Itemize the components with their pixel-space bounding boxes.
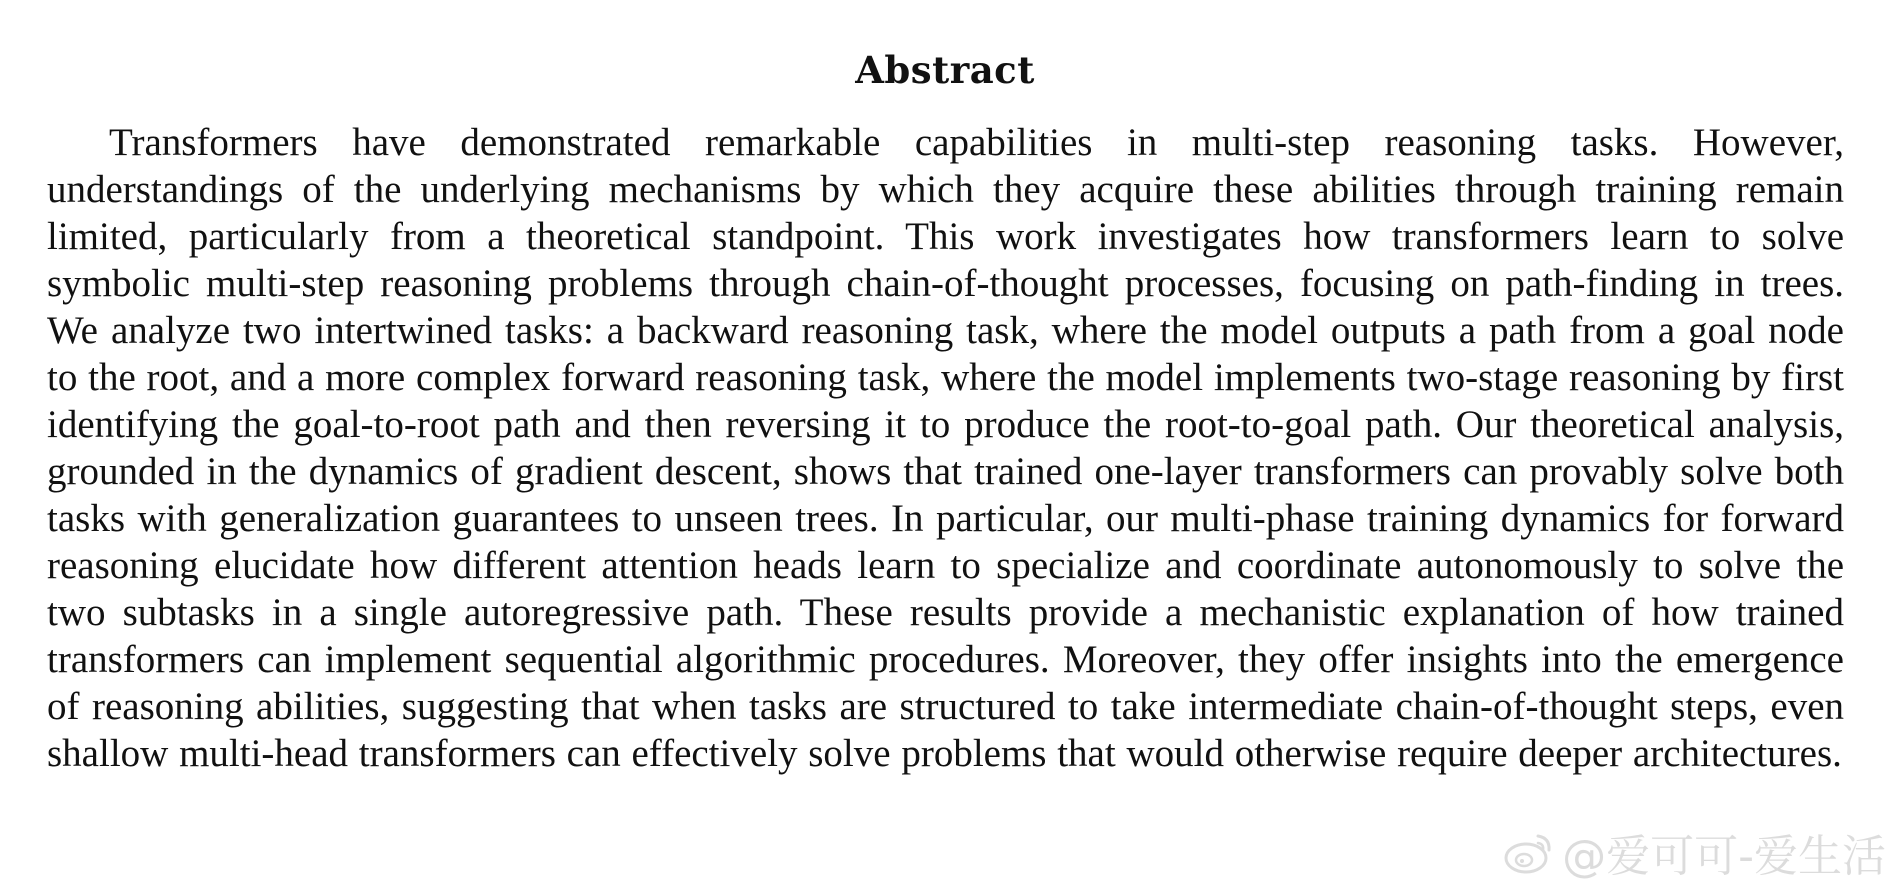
abstract-heading: Abstract bbox=[855, 48, 1035, 92]
abstract-paragraph: Transformers have demonstrated remarkable capabilities in multi-step reasoning tasks. However, understandings of the underlying mechanisms by which they acquire these abilities through training remain limited, particularly from a theoretical standpoint. This work investigates how transformers learn to solve symbolic multi-step reasoning problems through chain-of-thought processes, focusing on path-finding in trees. We analyze two intertwined tasks: a backward reasoning task, where the model outputs a path from a goal node to the root, and a more complex forward reasoning task, where the model implements two-stage reasoning by first identifying the goal-to-root path and then reversing it to produce the root-to-goal path. Our theoretical analysis, grounded in the dynamics of gradient descent, shows that trained one-layer transformers can provably solve both tasks with generalization guarantees to unseen trees. In particular, our multi-phase training dynamics for forward reasoning elucidate how different attention heads learn to specialize and coordinate autonomously to solve the two subtasks in a single autoregressive path. These results provide a mechanistic explanation of how trained transformers can implement sequential algorithmic procedures. Moreover, they offer insights into the emergence of reasoning abilities, suggesting that when tasks are structured to take intermediate chain-of-thought steps, even shallow multi-head transformers can effectively solve problems that would otherwise require deeper architectures. bbox=[47, 121, 1844, 775]
weibo-icon bbox=[1502, 828, 1556, 876]
watermark-text: @爱可可-爱生活 bbox=[1562, 831, 1886, 882]
watermark bbox=[1502, 820, 1886, 884]
